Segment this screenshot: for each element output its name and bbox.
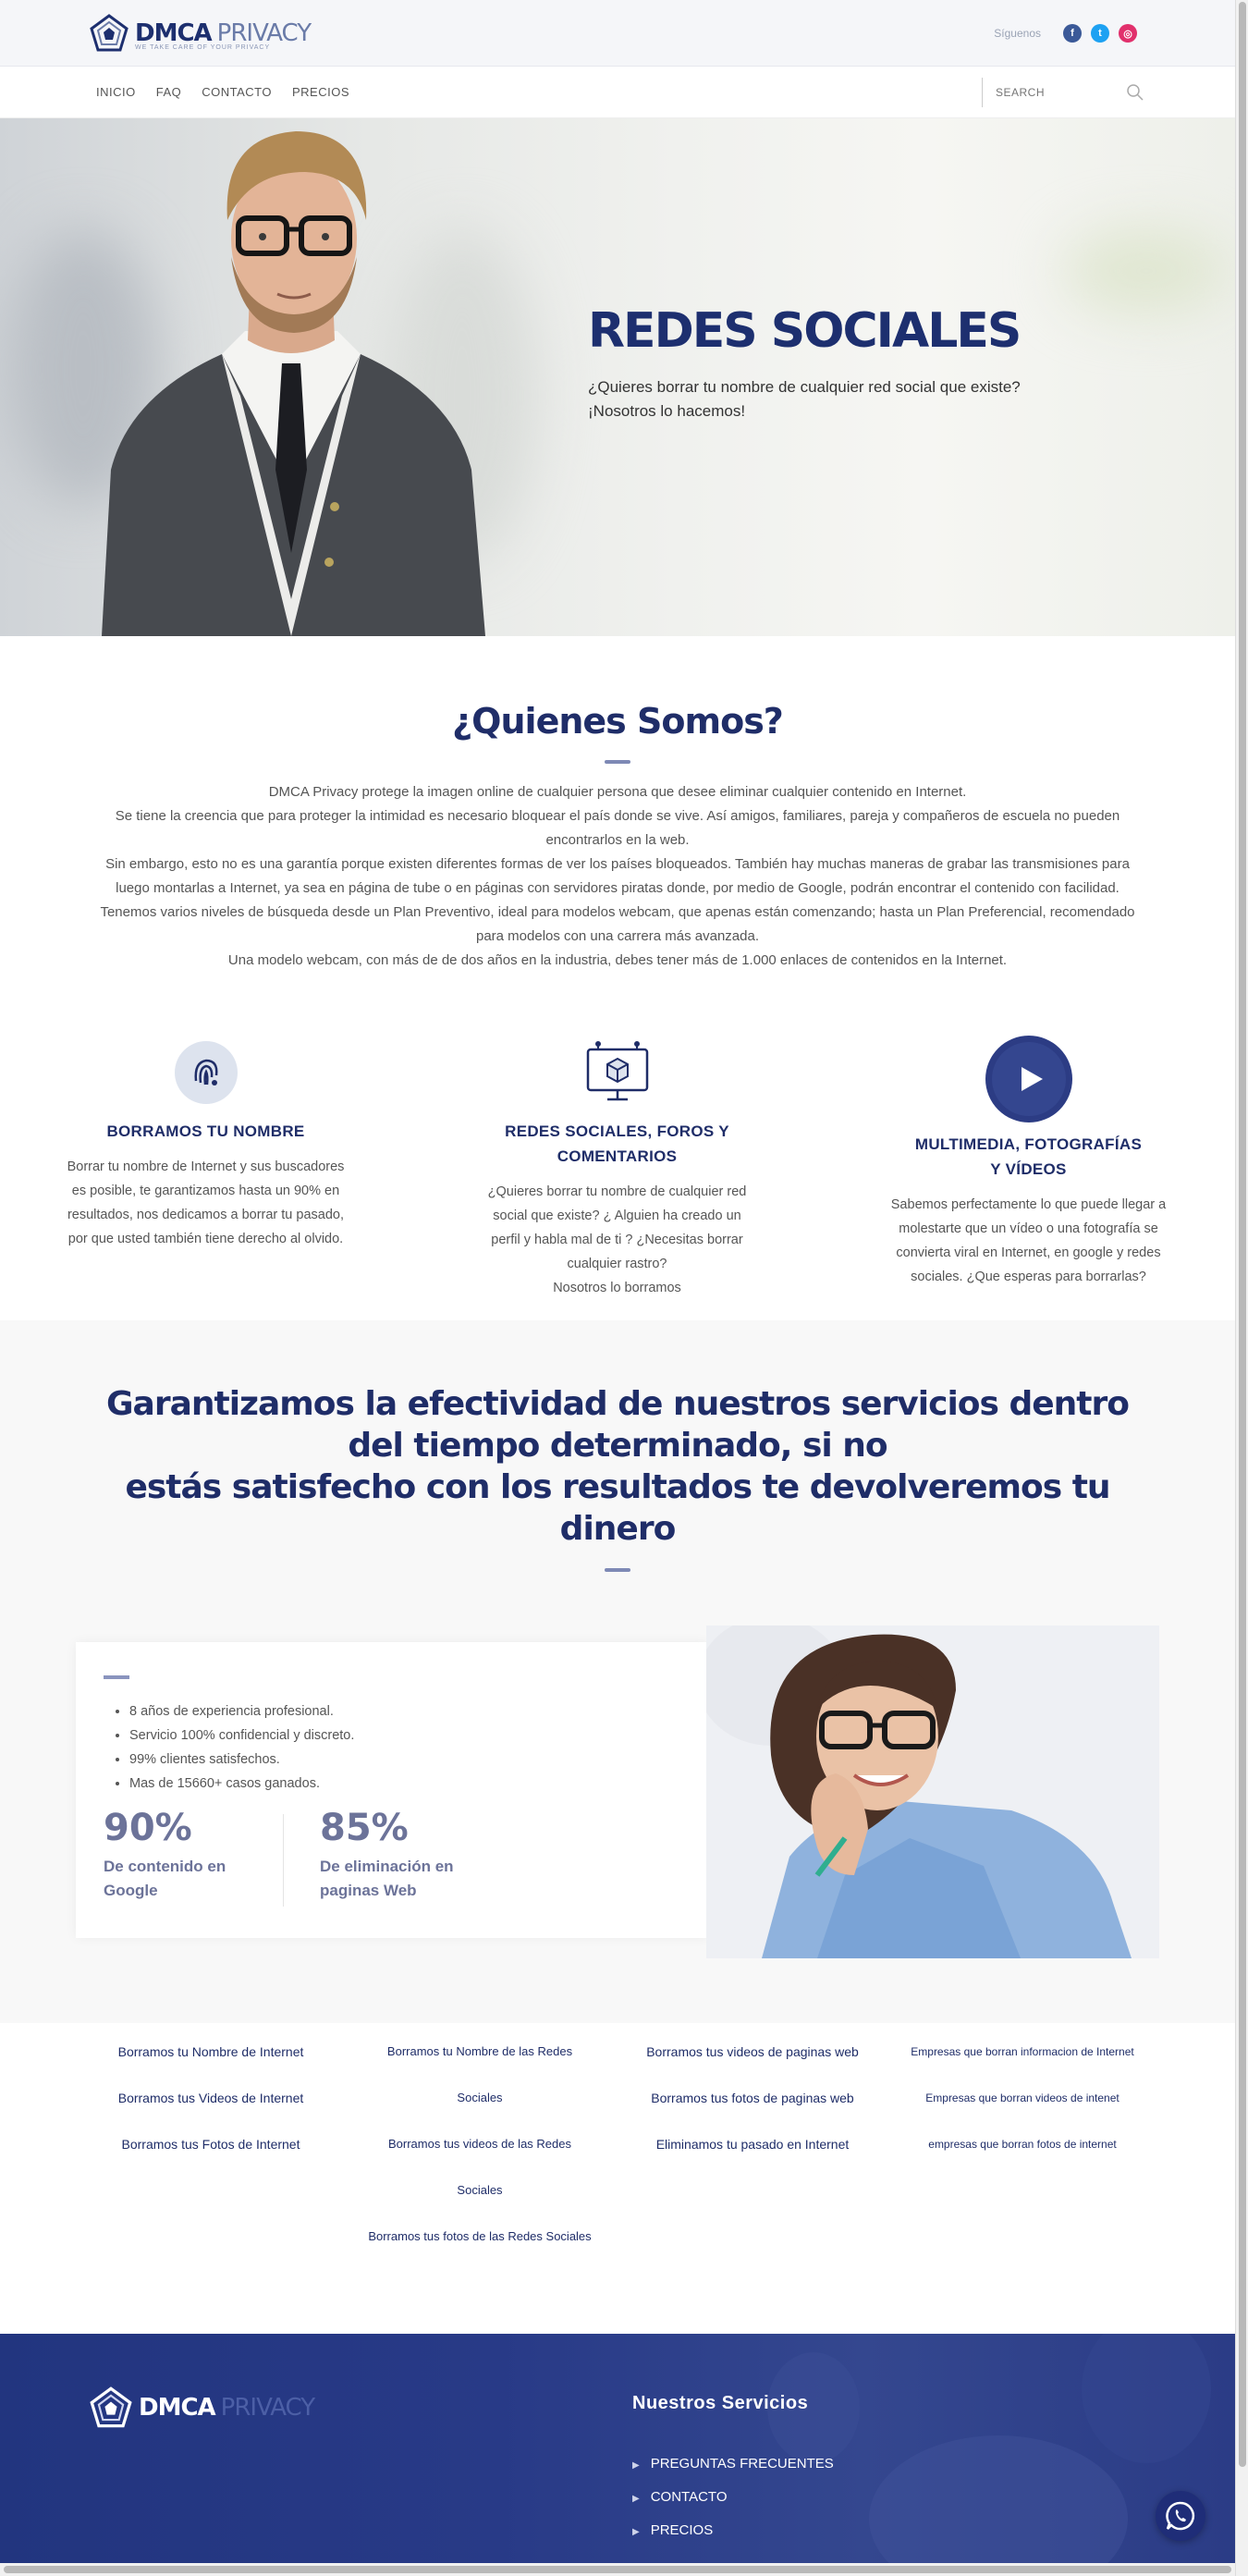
hero-subtitle-line1: ¿Quieres borrar tu nombre de cualquier red social que existe? — [588, 378, 1021, 396]
service-links — [0, 2023, 1235, 2334]
about-divider — [605, 760, 630, 764]
feature-multimedia — [823, 1036, 1234, 1300]
stat-value: 85% — [320, 1807, 409, 1849]
nav-faq[interactable]: FAQ — [155, 85, 182, 99]
feature-name — [0, 1036, 411, 1300]
feature-text-cta: Nosotros lo borramos — [553, 1281, 681, 1295]
footer-logo-light: PRIVACY — [220, 2394, 315, 2422]
bullet-item: • 99% clientes satisfechos. — [129, 1748, 354, 1772]
scrollbar-thumb[interactable] — [4, 2566, 1231, 2573]
service-link[interactable]: Borramos tu Nombre de Internet — [117, 2044, 304, 2059]
about-paragraph: Se tiene la creencia que para proteger la intimidad es necesario bloquear el país donde se vive. Así amigos, familiares, pareja y compañeros de escuela no pueden encontrarlos en la web. — [115, 808, 1120, 848]
logo-text-bold: DMCA — [135, 19, 212, 47]
bullet-item: • Servicio 100% confidencial y discreto. — [129, 1723, 354, 1748]
pentagon-logo-icon — [89, 13, 129, 54]
feature-text: Sabemos perfectamente lo que puede llegar a molestarte que un vídeo o una fotografía se convierta viral en Internet, en google y redes sociales. ¿Que esperas para borrarlas? — [890, 1197, 1167, 1284]
footer-links — [632, 2448, 834, 2548]
chevron-right-icon: ▶ — [632, 2460, 640, 2471]
stat-label-line2: paginas Web — [320, 1882, 417, 1899]
fingerprint-icon — [174, 1040, 239, 1105]
hero-banner — [0, 118, 1235, 636]
footer-link-contacto[interactable] — [632, 2482, 834, 2515]
about-paragraph: DMCA Privacy protege la imagen online de cualquier persona que desee eliminar cualquier contenido en Internet. — [268, 784, 967, 800]
horizontal-scrollbar[interactable] — [0, 2563, 1235, 2576]
stat-google — [104, 1807, 226, 1903]
instagram-icon[interactable]: ◎ — [1119, 24, 1137, 43]
bullet-item: • Mas de 15660+ casos ganados. — [129, 1772, 354, 1796]
footer-heading: Nuestros Servicios — [632, 2393, 809, 2413]
stat-label — [320, 1855, 454, 1903]
search-input[interactable] — [996, 86, 1116, 99]
service-link[interactable]: Borramos tus Fotos de Internet — [121, 2137, 300, 2152]
vertical-scrollbar[interactable] — [1235, 0, 1248, 2576]
stat-label-line1: De eliminación en — [320, 1858, 454, 1875]
service-link[interactable]: Borramos tus videos de paginas web — [646, 2044, 859, 2059]
stat-label-line1: De contenido en — [104, 1858, 226, 1875]
footer-link-label: PRECIOS — [650, 2522, 714, 2538]
footer-logo[interactable] — [89, 2386, 314, 2430]
bullet-item: • 8 años de experiencia profesional. — [129, 1699, 354, 1723]
hero-subtitle-line2: ¡Nosotros lo hacemos! — [588, 402, 746, 420]
twitter-icon[interactable]: t — [1091, 24, 1109, 43]
stat-separator — [283, 1814, 284, 1907]
search-icon[interactable] — [1126, 83, 1144, 102]
feature-text: Borrar tu nombre de Internet y sus buscadores es posible, te garantizamos hasta un 90% en resultados, nos dedicamos a borrar tu pasado, por que usted también tiene derecho al olvido. — [67, 1159, 345, 1246]
service-link[interactable]: empresas que borran fotos de internet — [928, 2138, 1117, 2151]
links-col-2 — [364, 2029, 595, 2260]
service-link[interactable]: Eliminamos tu pasado en Internet — [655, 2137, 850, 2152]
nav-inicio[interactable]: INICIO — [96, 85, 136, 99]
logo-tagline: WE TAKE CARE OF YOUR PRIVACY — [135, 44, 271, 51]
footer-link-label: CONTACTO — [650, 2489, 728, 2505]
main-nav — [0, 67, 1235, 118]
stat-web — [320, 1807, 454, 1903]
scrollbar-thumb[interactable] — [1239, 2, 1246, 2467]
about-paragraph: Tenemos varios niveles de búsqueda desde un Plan Preventivo, ideal para modelos webcam, que apenas están comenzando; hasta un Plan Preferencial, recomendado para modelos con una carrera más avanzada. — [100, 904, 1135, 944]
search-box — [982, 78, 1146, 107]
footer-link-faq[interactable] — [632, 2448, 834, 2482]
about-section — [0, 636, 1235, 1320]
card-accent-bar — [104, 1675, 129, 1679]
service-link[interactable]: Empresas que borran informacion de Internet — [911, 2045, 1134, 2058]
whatsapp-button[interactable] — [1156, 2491, 1205, 2541]
service-link[interactable]: Borramos tus videos de las Redes Sociales — [388, 2137, 571, 2197]
footer-link-precios[interactable] — [632, 2515, 834, 2548]
stat-value: 90% — [104, 1807, 192, 1849]
guarantee-divider — [605, 1568, 630, 1572]
links-col-4 — [893, 2029, 1152, 2167]
footer-link-label: PREGUNTAS FRECUENTES — [650, 2456, 834, 2472]
about-paragraph: Sin embargo, esto no es una garantía porque existen diferentes formas de ver los países bloqueados. También hay muchas maneras de grabar las transmisiones para luego montarlas a Internet, ya sea en página de tube o en páginas con servidores piratas donde, por medio de Google, podrán encontrar el contenido con facilidad. — [105, 856, 1130, 896]
top-bar — [0, 0, 1235, 67]
nav-precios[interactable]: PRECIOS — [292, 85, 350, 99]
smiling-woman-image — [706, 1625, 1159, 1958]
chevron-right-icon: ▶ — [632, 2527, 640, 2537]
features-row — [0, 1036, 1235, 1300]
guarantee-title — [89, 1383, 1146, 1550]
service-link[interactable]: Empresas que borran videos de intenet — [925, 2091, 1120, 2104]
hero-man-image — [92, 118, 490, 636]
about-paragraph: Una modelo webcam, con más de de dos años en la industria, debes tener más de 1.000 enlaces de contenidos en la Internet. — [227, 952, 1008, 968]
monitor-network-icon — [583, 1040, 652, 1105]
logo-text-light: PRIVACY — [216, 19, 312, 47]
about-description — [100, 780, 1135, 973]
links-col-1 — [89, 2029, 333, 2167]
footer — [0, 2334, 1235, 2576]
whatsapp-icon — [1165, 2500, 1196, 2532]
follow-label: Síguenos — [994, 27, 1041, 40]
facebook-icon[interactable]: f — [1063, 24, 1082, 43]
service-link[interactable]: Borramos tu Nombre de las Redes Sociales — [386, 2044, 573, 2104]
stat-label — [104, 1855, 226, 1903]
guarantee-card — [76, 1642, 708, 1938]
footer-logo-bold: DMCA — [139, 2394, 215, 2422]
service-link[interactable]: Borramos tus fotos de paginas web — [651, 2091, 854, 2105]
feature-text: ¿Quieres borrar tu nombre de cualquier red social que existe? ¿ Alguien ha creado un perfil y habla mal de ti ? ¿Necesitas borrar cualquier rastro? — [487, 1184, 747, 1271]
pentagon-logo-icon — [89, 2386, 133, 2430]
chevron-right-icon: ▶ — [632, 2494, 640, 2504]
feature-title: MULTIMEDIA, FOTOGRAFÍAS Y VÍDEOS — [914, 1135, 1143, 1178]
links-col-3 — [625, 2029, 880, 2167]
guarantee-bullets — [129, 1699, 354, 1796]
feature-title: REDES SOCIALES, FOROS Y COMENTARIOS — [505, 1122, 729, 1165]
feature-title: BORRAMOS TU NOMBRE — [106, 1122, 305, 1140]
stat-label-line2: Google — [104, 1882, 158, 1899]
service-link[interactable]: Borramos tus fotos de las Redes Sociales — [368, 2229, 592, 2243]
about-title: ¿Quienes Somos? — [452, 701, 783, 742]
guarantee-section — [0, 1320, 1235, 2023]
hero-title: REDES SOCIALES — [588, 303, 1021, 359]
feature-social — [411, 1036, 823, 1300]
play-video-icon[interactable] — [985, 1036, 1072, 1122]
social-bar — [994, 24, 1137, 43]
service-link[interactable]: Borramos tus Videos de Internet — [117, 2091, 304, 2105]
hero-subtitle — [588, 375, 1106, 423]
guarantee-title-line2: estás satisfecho con los resultados te devolveremos tu dinero — [125, 1468, 1110, 1548]
site-logo[interactable] — [89, 13, 311, 54]
guarantee-title-line1: Garantizamos la efectividad de nuestros servicios dentro del tiempo determinado, si no — [105, 1385, 1129, 1465]
nav-contacto[interactable]: CONTACTO — [202, 85, 272, 99]
